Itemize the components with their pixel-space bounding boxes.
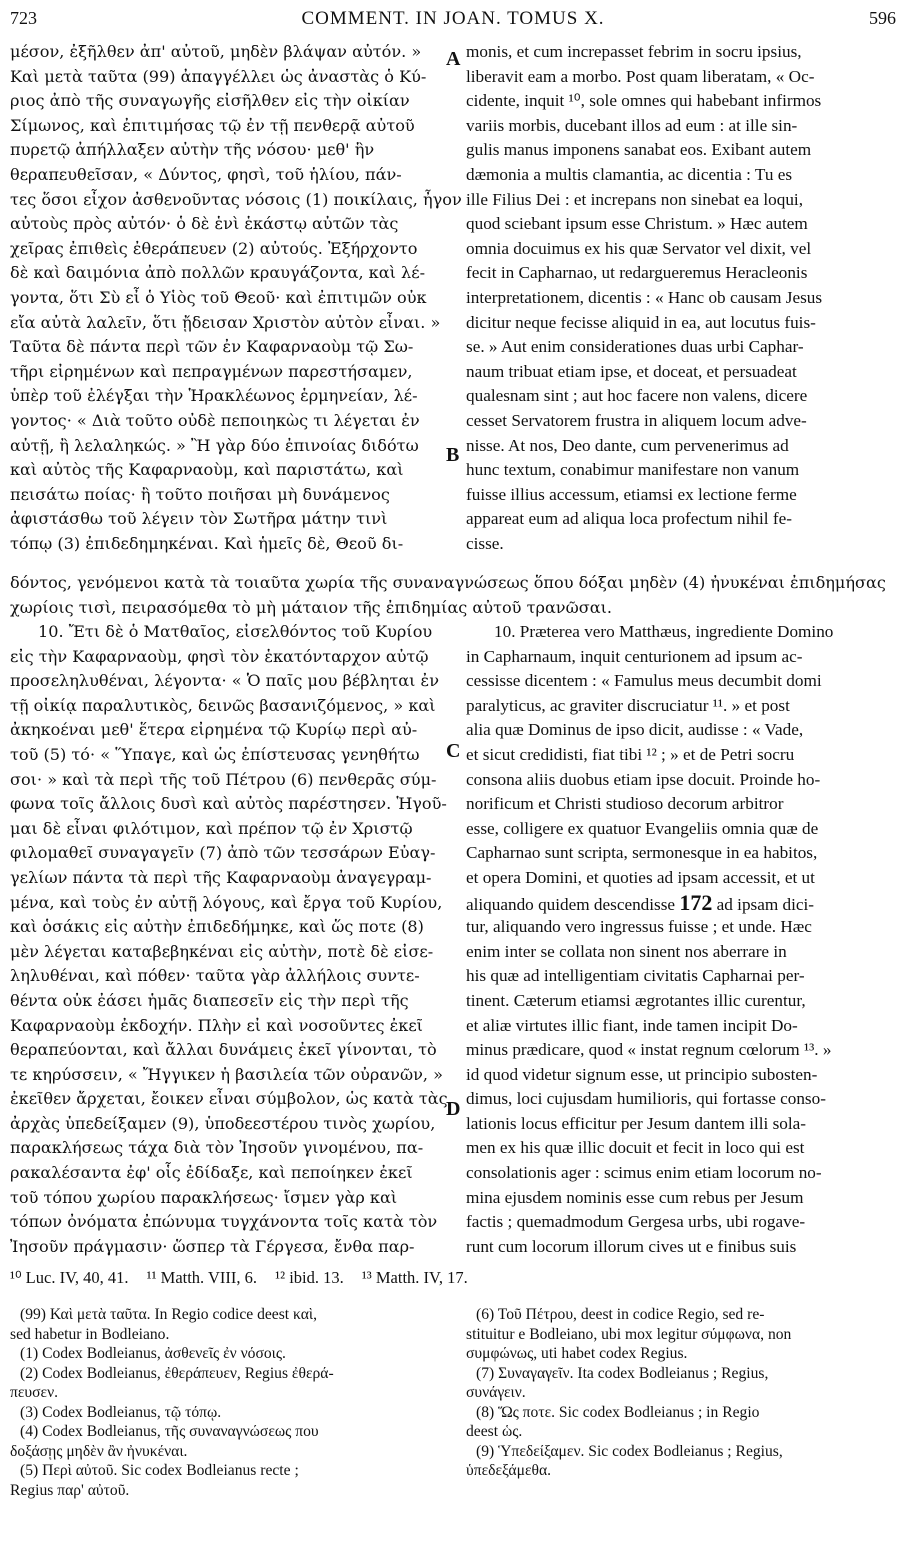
latin-text-line: qualesnam sint ; aut hoc facere non valens, dicere — [466, 386, 808, 406]
greek-text-line: τόπῳ (3) ἐπιδεδημηκέναι. Καὶ ἡμεῖς δὲ, Θεοῦ δι- — [10, 533, 404, 553]
section-marker-d: D — [446, 1098, 461, 1120]
greek-text-line: δόντος, γενόμενοι κατὰ τὰ τοιαῦτα χωρία τῆς συναναγνώσεως ὅπου δόξαι μηδὲν (4) ἠνυκέναι ἐπιδημήσας — [10, 573, 886, 592]
greek-text-line: Σίμωνος, καὶ ἐπιτιμήσας τῷ ἐν τῇ πενθερᾷ αὐτοῦ — [10, 115, 415, 135]
greek-text-line: αὐτῇ, ἢ λελαληκώς. » Ἢ γὰρ δύο ἐπινοίας διδότω — [10, 435, 419, 455]
greek-text-line: πυρετῷ ἀπήλλαξεν αὐτὴν τῆς νόσου· μεθ' ἣν — [10, 140, 375, 160]
latin-text-line: fuisse illius accessum, etiamsi ex lectione ferme — [466, 484, 797, 504]
greek-text-line: γοντος· « Διὰ τοῦτο οὐδὲ πεποιηκὼς τι λέγεται ἐν — [10, 410, 420, 430]
latin-text-line: Capharnao sunt scripta, sermonesque in ea habitos, — [466, 843, 818, 863]
latin-text-line: et aliæ virtutes illic fiant, inde tamen incipit Do- — [466, 1015, 798, 1035]
latin-text-line: aliquando quidem descendisse 172 ad ipsam dici- — [466, 889, 815, 915]
greek-text-line: ἐκεῖθεν ἄρχεται, ἔοικεν εἶναι σύμβολον, ὡς κατὰ τὰς — [10, 1089, 448, 1109]
greek-text-line: γελίων πάντα τὰ περὶ τῆς Καφαρναοὺμ ἀναγεγραμ- — [10, 867, 432, 887]
greek-text-line: μέσον, ἐξῆλθεν ἀπ' αὐτοῦ, μηδὲν βλάψαν αὐτόν. » — [10, 42, 422, 61]
greek-text-line: θεραπευθεῖσαν, « Δύντος, φησὶ, τοῦ ἡλίου, πάν- — [10, 164, 402, 184]
footnotes-left — [10, 1305, 450, 1500]
footnote-line: sed habetur in Bodleiano. — [10, 1325, 170, 1343]
footnote-line: συμφώνως, uti habet codex Regius. — [466, 1345, 688, 1362]
greek-text-line: σοι· » καὶ τὰ περὶ τῆς τοῦ Πέτρου (6) πενθερᾶς σύμ- — [10, 769, 437, 789]
latin-text-line: cidente, inquit ¹⁰, sole omnes qui habebant infirmos — [466, 91, 822, 111]
latin-text-line: esse, colligere ex quatuor Evangeliis omnia quæ de — [466, 818, 819, 838]
latin-text-line: factis ; quemadmodum Gergesa urbs, ubi rogave- — [466, 1212, 806, 1232]
latin-column-top — [466, 40, 894, 556]
footnote-line: (99) Καὶ μετὰ ταῦτα. In Regio codice deest καὶ, — [20, 1306, 318, 1323]
greek-text-line: καὶ αὐτὸς τῆς Καφαρναοὺμ, καὶ παριστάτω, καὶ — [10, 460, 404, 480]
latin-text-line: enim inter se collata non sinent nos aberrare in — [466, 941, 787, 961]
latin-text-line: omnia docuimus ex his quæ Servator vel dixit, vel — [466, 238, 812, 258]
latin-text-line: hunc textum, conabimur manifestare non vanum — [466, 460, 800, 480]
footnote-line: (8) Ὥς ποτε. Sic codex Bodleianus ; in Regio — [476, 1403, 760, 1421]
greek-text-line: τόπων ὀνόματα ἐπώνυμα τυγχάνοντα τοῖς κατὰ τὸν — [10, 1212, 438, 1232]
greek-text-line: ριος ἀπὸ τῆς συναγωγῆς εἰσῆλθεν εἰς τὴν οἰκίαν — [10, 91, 410, 111]
footnote-line: δοξάσῃς μηδὲν ἂν ἠνυκέναι. — [10, 1442, 188, 1460]
greek-text-line: φωνα τοῖς ἄλλοις δυσὶ καὶ αὐτὸς παρέστησεν. Ἡγοῦ- — [10, 794, 447, 814]
footnote-line: (4) Codex Bodleianus, τῆς συναναγνώσεως που — [20, 1423, 319, 1440]
greek-text-line: καὶ ὁσάκις εἰς αὐτὴν ἐπιδεδήμηκε, καὶ ὥς ποτε (8) — [10, 917, 424, 937]
footnotes-right — [466, 1305, 894, 1481]
latin-text-line: men ex his quæ illic docuit et fecit in loco qui est — [466, 1138, 805, 1158]
latin-text-line: runt cum locorum illorum cives ut e finibus suis — [466, 1236, 797, 1256]
greek-text-line: Ταῦτα δὲ πάντα περὶ τῶν ἐν Καφαρναοὺμ τῷ Σω- — [10, 337, 414, 357]
greek-text-line: θεραπεύονται, καὶ ἄλλαι δυνάμεις ἐκεῖ γίνονται, τὸ — [10, 1040, 437, 1060]
section-marker-b: B — [446, 444, 460, 466]
running-title: COMMENT. IN JOAN. TOMUS X. — [301, 8, 605, 29]
greek-text-line: Ἰησοῦν πράγμασιν· ὥσπερ τὰ Γέργεσα, ἔνθα παρ- — [10, 1236, 415, 1256]
latin-text-line: consolationis ager : scimus enim etiam locorum no- — [466, 1163, 822, 1183]
latin-text-line: et opera Domini, et quoties ad ipsam accessit, et ut — [466, 867, 815, 887]
section-marker-c: C — [446, 740, 461, 762]
greek-text-line: ρακαλέσαντα ἐφ' οἷς ἐδίδαξε, καὶ πεποίηκεν ἐκεῖ — [10, 1163, 413, 1183]
footnote-line: (2) Codex Bodleianus, ἐθεράπευεν, Regius ἐθερά- — [20, 1364, 334, 1382]
latin-text-line: tur, aliquando vero ingressus fuisse ; et unde. Hæc — [466, 917, 812, 937]
footnote-line: ὑπεδεξάμεθα. — [466, 1462, 552, 1479]
footnote-line: (5) Περὶ αὐτοῦ. Sic codex Bodleianus recte ; — [20, 1462, 299, 1479]
greek-text-line: μαι δὲ εἶναι φιλότιμον, καὶ πρέπον τῷ ἐν Χριστῷ — [10, 818, 413, 838]
greek-text-line: Καφαρναοὺμ ἐκδοχήν. Πλὴν εἰ καὶ νοσοῦντες ἐκεῖ — [10, 1015, 423, 1035]
footnote-line: (9) Ὑπεδείξαμεν. Sic codex Bodleianus ; Regius, — [476, 1442, 783, 1460]
footnote-line: deest ὡς. — [466, 1423, 523, 1440]
greek-text-line: προσεληλυθέναι, λέγοντα· « Ὁ παῖς μου βέβληται ἐν — [10, 671, 439, 691]
latin-text-line: cisse. — [466, 533, 504, 553]
latin-text-line: cesset Servatorem frustra in aliquem locum adve- — [466, 410, 807, 430]
latin-text-line: se. » Aut enim considerationes duas urbi Caphar- — [466, 337, 804, 357]
greek-text-line: θέντα οὐκ ἐάσει ἡμᾶς διαπεσεῖν εἰς τὴν περὶ τῆς — [10, 990, 409, 1010]
margin-page-number: 172 — [679, 889, 713, 915]
greek-text-line: μένα, καὶ τοὺς ἐν αὐτῇ λόγους, καὶ ἔργα τοῦ Κυρίου, — [10, 892, 443, 912]
greek-text-line: ὑπὲρ τοῦ ἐλέγξαι τὴν Ἡρακλέωνος ἑρμηνείαν, λέ- — [10, 386, 418, 406]
latin-text-line: 10. Præterea vero Matthæus, ingrediente Domino — [494, 622, 834, 641]
greek-text-line: χωρίοις τισὶ, πειρασόμεθα τὸ μὴ μάταιον τῆς ἐπιδημίας αὐτοῦ τρανῶσαι. — [10, 597, 612, 617]
footnote-line: (3) Codex Bodleianus, τῷ τόπῳ. — [20, 1403, 222, 1421]
latin-text-line: et sicut credidisti, fiat tibi ¹² ; » et de Petri socru — [466, 744, 795, 764]
latin-text-line: appareat eum ad aliqua loca profectum nihil fe- — [466, 509, 792, 529]
greek-text-line: τε κηρύσσειν, « Ἤγγικεν ἡ βασιλεία τῶν οὐρανῶν, » — [10, 1064, 443, 1084]
latin-text-line: ille Filius Dei : et increpans non sinebat ea loqui, — [466, 189, 803, 209]
page-number-left: 723 — [10, 8, 37, 28]
greek-text-line: ἀκηκοέναι μεθ' ἕτερα εἰρημένα τῷ Κυρίῳ περὶ αὐ- — [10, 720, 418, 740]
latin-text-line: monis, et cum increpasset febrim in socru ipsius, — [466, 42, 802, 61]
latin-text-line: norificum et Christi studioso decorum arbitror — [466, 794, 784, 814]
reference-10: ¹⁰ Luc. IV, 40, 41. — [10, 1268, 129, 1287]
greek-text-line: τῇ οἰκίᾳ παραλυτικὸς, δεινῶς βασανιζόμενος, » καὶ — [10, 695, 436, 715]
greek-text-line: μὲν λέγεται καταβεβηκέναι εἰς αὐτὴν, ποτὲ δὲ εἰσε- — [10, 941, 434, 961]
latin-text-line: variis morbis, ducebant illos ad eum : at ille sin- — [466, 115, 798, 135]
latin-text-line: fecit in Capharnao, ut redargueremus Heracleonis — [466, 263, 808, 283]
greek-text-line: τῆρι εἰρημένων καὶ πεπραγμένων παρεστήσαμεν, — [10, 361, 413, 381]
latin-text-line: gulis manus imponens sanabat eos. Exibant autem — [466, 140, 812, 160]
footnote-line: (1) Codex Bodleianus, ἀσθενεῖς ἐν νόσοις. — [20, 1345, 286, 1362]
footnote-line: συνάγειν. — [466, 1384, 526, 1401]
latin-text-line: interpretationem, dicentis : « Hanc ob causam Jesus — [466, 287, 823, 307]
page-header — [10, 8, 896, 36]
latin-text-line: his quæ ad intelligentiam civitatis Capharnai per- — [466, 966, 805, 986]
scripture-references — [10, 1268, 894, 1288]
greek-text-line: τες ὅσοι εἶχον ἀσθενοῦντας νόσοις (1) ποικίλαις, ἦγον — [10, 189, 462, 209]
latin-text-line: quod sciebant ipsum esse Christum. » Hæc autem — [466, 214, 808, 234]
greek-text-line: 10. Ἔτι δὲ ὁ Ματθαῖος, εἰσελθόντος τοῦ Κυρίου — [38, 622, 433, 641]
latin-text-line: dicitur neque fecisse aliquid in ea, aut locutus fuis- — [466, 312, 816, 332]
latin-text-line: naum tribuat etiam ipse, et doceat, et persuadeat — [466, 361, 797, 381]
latin-text-line: mina ejusdem nominis esse cum rebus per Jesum — [466, 1187, 804, 1207]
reference-12: ¹² ibid. 13. — [275, 1268, 344, 1287]
latin-text-line: alia quæ Dominus de ipso dicit, audisse : « Vade, — [466, 720, 804, 740]
greek-text-line: τοῦ (5) τό· « Ὕπαγε, καὶ ὡς ἐπίστευσας γενηθήτω — [10, 744, 420, 764]
greek-text-line: Καὶ μετὰ ταῦτα (99) ἀπαγγέλλει ὡς ἀναστὰς ὁ Κύ- — [10, 66, 427, 86]
greek-text-line: δὲ καὶ δαιμόνια ἀπὸ πολλῶν κραυγάζοντα, καὶ λέ- — [10, 263, 426, 283]
greek-text-line: εἰς τὴν Καφαρναοὺμ, φησὶ τὸν ἑκατόνταρχον αὐτῷ — [10, 646, 429, 666]
footnote-line: (7) Συναγαγεῖν. Ita codex Bodleianus ; Regius, — [476, 1364, 769, 1382]
footnote-line: stituitur e Bodleiano, ubi mox legitur σύμφωνα, non — [466, 1325, 792, 1343]
latin-text-line: dimus, loci cujusdam humilioris, qui fortasse conso- — [466, 1089, 826, 1109]
greek-text-line: εἴα αὐτὰ λαλεῖν, ὅτι ᾔδεισαν Χριστὸν αὐτὸν εἶναι. » — [10, 312, 441, 332]
greek-text-line: αὐτοὺς πρὸς αὐτόν· ὁ δὲ ἑνὶ ἑκάστῳ αὐτῶν τὰς — [10, 214, 399, 234]
latin-text-line: paralyticus, ac graviter discruciatur ¹¹. » et post — [466, 695, 790, 715]
latin-text-line: consona aliis duobus etiam ipse docuit. Proinde ho- — [466, 769, 821, 789]
greek-spanning-lines — [10, 571, 894, 620]
latin-column-bottom — [466, 620, 894, 1259]
footnote-line: (6) Τοῦ Πέτρου, deest in codice Regio, sed re- — [476, 1306, 765, 1323]
latin-text-line: cessisse dicentem : « Famulus meus decumbit domi — [466, 671, 822, 691]
footnote-line: Regius παρ' αὐτοῦ. — [10, 1481, 130, 1499]
latin-text-line: lationis locus efficitur per Jesum dantem illi sola- — [466, 1113, 807, 1133]
latin-text-line: id quod videtur signum esse, ut principio subosten- — [466, 1064, 818, 1084]
latin-text-line: dæmonia a multis clamantia, ac dicentia : Tu es — [466, 164, 793, 184]
latin-text-line: nisse. At nos, Deo dante, cum pervenerimus ad — [466, 435, 789, 455]
greek-column-bottom — [10, 620, 450, 1259]
section-marker-a: A — [446, 48, 461, 70]
greek-text-line: ἀρχὰς ὑπεδείξαμεν (9), ὑποδεεστέρου τινὸς χωρίου, — [10, 1113, 436, 1133]
greek-column-top — [10, 40, 462, 556]
greek-text-line: γοντα, ὅτι Σὺ εἶ ὁ Υἱὸς τοῦ Θεοῦ· καὶ ἐπιτιμῶν οὐκ — [10, 287, 427, 307]
greek-text-line: ληλυθέναι, καὶ πόθεν· ταῦτα γὰρ ἀλλήλοις συντε- — [10, 966, 420, 986]
reference-13: ¹³ Matth. IV, 17. — [361, 1268, 468, 1287]
greek-text-line: τοῦ τόπου χωρίου παρακλήσεως· ἴσμεν γὰρ καὶ — [10, 1187, 398, 1207]
latin-text-line: tinent. Cæterum etiamsi ægrotantes illic curentur, — [466, 990, 806, 1010]
greek-text-line: χεῖρας ἐπιθεὶς ἐθεράπευεν (2) αὐτούς. Ἐξήρχοντο — [10, 238, 418, 258]
latin-text-line: minus prædicare, quod « instat regnum cœlorum ¹³. » — [466, 1040, 832, 1060]
latin-text-line: liberavit eam a morbo. Post quam liberatam, « Oc- — [466, 66, 815, 86]
greek-text-line: φιλομαθεῖ συναγαγεῖν (7) ἀπὸ τῶν τεσσάρων Εὐαγ- — [10, 843, 436, 863]
latin-text-line: in Capharnaum, inquit centurionem ad ipsum ac- — [466, 646, 803, 666]
page-number-right: 596 — [869, 8, 896, 28]
greek-text-line: ἀφιστάσθω τοῦ λέγειν τὸν Σωτῆρα μάτην τινὶ — [10, 509, 388, 529]
greek-text-line: πεισάτω ποίας· ἢ τοῦτο ποιῆσαι μὴ δυνάμενος — [10, 484, 390, 504]
greek-text-line: παρακλήσεως τάχα διὰ τὸν Ἰησοῦν γινομένου, πα- — [10, 1138, 424, 1158]
footnote-line: πευσεν. — [10, 1384, 59, 1401]
reference-11: ¹¹ Matth. VIII, 6. — [146, 1268, 258, 1287]
